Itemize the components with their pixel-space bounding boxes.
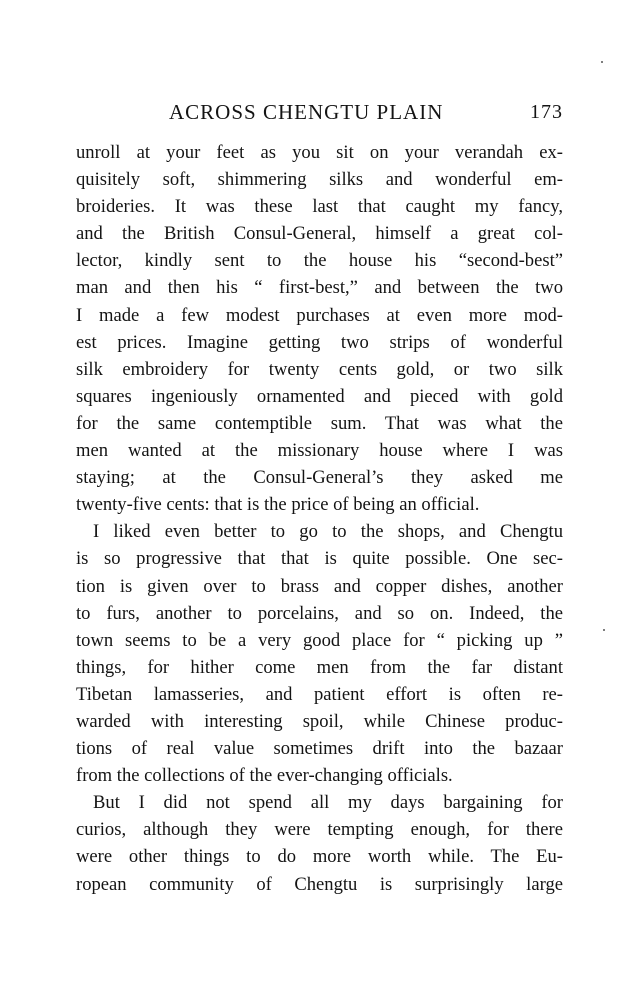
text-line: squares ingeniously ornamented and pieced with gold	[76, 385, 563, 407]
text-line: warded with interesting spoil, while Chinese produc-	[76, 710, 563, 732]
text-line: tion is given over to brass and copper dishes, another	[76, 575, 563, 597]
text-line: Tibetan lamasseries, and patient effort is often re-	[76, 683, 563, 705]
scan-speck	[601, 61, 603, 63]
text-line: I liked even better to go to the shops, and Chengtu	[93, 521, 563, 543]
text-line: things, for hither come men from the far distant	[76, 656, 563, 678]
text-line: staying; at the Consul-General’s they asked me	[76, 467, 563, 489]
text-line: lector, kindly sent to the house his “second-best”	[76, 250, 563, 272]
text-line: tions of real value sometimes drift into the bazaar	[76, 738, 563, 760]
text-line: for the same contemptible sum. That was what the	[76, 412, 563, 434]
paragraph	[76, 789, 563, 897]
text-line: man and then his “ first-best,” and between the two	[76, 277, 563, 299]
text-line: I made a few modest purchases at even more mod-	[76, 304, 563, 326]
text-line: and the British Consul-General, himself a great col-	[76, 223, 563, 245]
text-line: But I did not spend all my days bargaining for	[93, 792, 563, 814]
text-line: were other things to do more worth while. The Eu-	[76, 846, 563, 868]
running-head: ACROSS CHENGTU PLAIN	[169, 100, 444, 124]
text-line: est prices. Imagine getting two strips of wonderful	[76, 331, 563, 353]
text-line: town seems to be a very good place for “ picking up ”	[76, 629, 563, 651]
text-line: unroll at your feet as you sit on your verandah ex-	[76, 142, 563, 163]
text-line: from the collections of the ever-changing officials.	[76, 765, 453, 787]
page-number: 173	[530, 101, 563, 123]
page-header	[76, 96, 563, 128]
paragraph	[76, 139, 563, 518]
scan-speck	[603, 629, 605, 631]
text-line: is so progressive that that is quite possible. One sec-	[76, 548, 563, 570]
paragraph	[76, 518, 563, 789]
text-line: broideries. It was these last that caught my fancy,	[76, 196, 563, 218]
text-line: silk embroidery for twenty cents gold, or two silk	[76, 358, 563, 380]
text-line: curios, although they were tempting enough, for there	[76, 819, 563, 841]
text-line: twenty-five cents: that is the price of being an official.	[76, 494, 480, 516]
text-line: to furs, another to porcelains, and so on. Indeed, the	[76, 602, 563, 624]
body-text	[76, 139, 563, 898]
text-line: ropean community of Chengtu is surprisingly large	[76, 873, 563, 895]
text-line: quisitely soft, shimmering silks and wonderful em-	[76, 169, 563, 191]
text-line: men wanted at the missionary house where I was	[76, 440, 563, 462]
